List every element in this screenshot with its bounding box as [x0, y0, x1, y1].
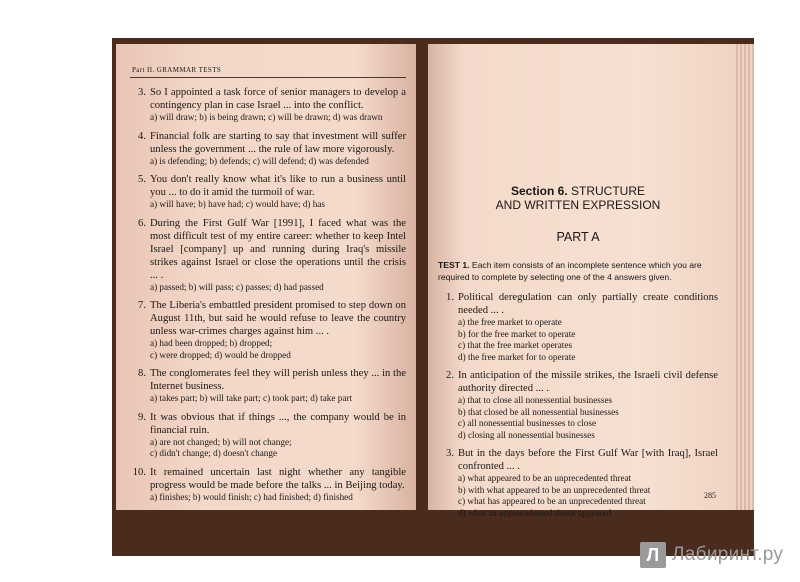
answer-option: a) takes part; b) will take part; c) took part; d) take part — [150, 393, 353, 403]
answer-option: c) didn't change; d) doesn't change — [150, 448, 278, 458]
question-number: 8. — [138, 368, 146, 379]
question-stem: Financial folk are starting to say that investment will suffer unless the government ... the rule of law more vigorously. — [150, 130, 406, 155]
question-item — [438, 369, 718, 441]
question-item — [130, 466, 406, 504]
answer-option: a) passed; b) will pass; c) passes; d) had passed — [150, 281, 324, 292]
question-number: 10. — [132, 466, 146, 478]
question-stem: You don't really know what it's like to run a business until you ... to do it amid the turmoil of war. — [150, 174, 406, 198]
test-label: TEST 1. — [438, 260, 470, 270]
question-stem: So I appointed a task force of senior managers to develop a contingency plan in case Israel ... into the conflict. — [150, 87, 406, 111]
answer-options — [130, 199, 406, 211]
answer-options — [438, 473, 718, 519]
section-title — [438, 184, 718, 212]
answer-options — [130, 338, 406, 361]
question-number: 5. — [138, 174, 146, 185]
answer-option: b) with what appeared to be an unprecedented threat — [458, 484, 651, 495]
question-stem: The conglomerates feel they will perish unless they ... in the Internet business. — [150, 368, 406, 392]
watermark-text: Лабиринт.ру — [672, 544, 784, 565]
part-title: PART A — [556, 230, 600, 244]
question-stem: The Liberia's embattled president promised to step down on August 11th, but said he would refuse to leave the country unless war-crimes charges against him ... . — [150, 300, 406, 337]
question-stem: During the First Gulf War [1991], I faced what was the most difficult test of my entire career: whether to keep Intel Israel [company] up and running during Iraq's missile strikes against Israel or close the operations until the crisis ... . — [150, 217, 406, 281]
question-number: 2. — [446, 370, 454, 381]
answer-options — [130, 393, 406, 405]
left-page — [116, 44, 416, 510]
answer-options — [438, 317, 718, 363]
answer-options — [130, 492, 406, 504]
section-title-line1: STRUCTURE — [571, 184, 646, 198]
question-stem: It remained uncertain last night whether any tangible progress would be made before the talks ... in Beijing today. — [150, 466, 406, 491]
right-page — [428, 44, 736, 518]
answer-option: a) are not changed; b) will not change; — [150, 436, 292, 447]
question-item — [130, 411, 406, 460]
question-number: 9. — [138, 411, 146, 423]
question-item — [130, 130, 406, 168]
answer-options — [130, 282, 406, 294]
answer-options — [130, 112, 406, 124]
answer-option: a) is defending; b) defends; c) will defend; d) was defended — [150, 155, 369, 166]
answer-option: a) had been dropped; b) dropped; — [150, 338, 273, 348]
question-number: 3. — [138, 87, 146, 98]
answer-option: c) were dropped; d) would be dropped — [150, 349, 291, 360]
answer-option: c) what has appeared to be an unprecedented threat — [458, 496, 646, 506]
page-edges — [736, 44, 754, 510]
question-stem: Political deregulation can only partially create conditions needed ... . — [458, 292, 718, 316]
answer-option: c) that the free market operates — [458, 340, 573, 350]
section-title-line2: AND WRITTEN EXPRESSION — [495, 198, 661, 212]
answer-option: a) what appeared to be an unprecedented threat — [458, 473, 632, 483]
question-item — [130, 217, 406, 294]
answer-options — [130, 437, 406, 460]
answer-options — [438, 395, 718, 441]
answer-option: d) closing all nonessential businesses — [458, 429, 595, 440]
answer-option: d) what an unprecedented threat appeared — [458, 507, 612, 518]
answer-option: a) the free market to operate — [458, 317, 562, 327]
answer-option: c) all nonessential businesses to close — [458, 418, 597, 428]
page-number: 285 — [704, 491, 716, 500]
question-item — [130, 173, 406, 211]
question-item — [438, 447, 718, 519]
question-item — [438, 291, 718, 363]
answer-option: a) will have; b) have had; c) would have; d) has — [150, 199, 326, 209]
answer-option: a) finishes; b) would finish; c) had finished; d) finished — [150, 491, 353, 502]
question-item — [130, 86, 406, 124]
answer-option: b) for the free market to operate — [458, 328, 576, 339]
question-number: 3. — [446, 448, 454, 459]
test-intro — [438, 260, 718, 283]
test-instructions: Each item consists of an incomplete sentence which you are required to complete by selecting one of the 4 answers given. — [438, 260, 702, 282]
running-head: Part II. GRAMMAR TESTS — [130, 44, 406, 78]
question-stem: In anticipation of the missile strikes, the Israeli civil defense authority directed ... . — [458, 370, 718, 394]
question-number: 6. — [138, 217, 146, 229]
question-number: 4. — [138, 130, 146, 142]
question-stem: But in the days before the First Gulf War [with Iraq], Israel confronted ... . — [458, 448, 718, 472]
question-number: 7. — [138, 300, 146, 311]
section-label: Section 6. — [510, 184, 568, 198]
left-question-list — [130, 86, 406, 503]
question-stem: It was obvious that if things ..., the company would be in financial ruin. — [150, 411, 406, 436]
question-item — [130, 367, 406, 405]
answer-option: d) the free market for to operate — [458, 351, 576, 362]
answer-option: b) that closed be all nonessential businesses — [458, 406, 619, 417]
question-number: 1. — [446, 292, 454, 303]
answer-option: a) that to close all nonessential businesses — [458, 395, 613, 405]
answer-option: a) will draw; b) is being drawn; c) will be drawn; d) was drawn — [150, 112, 383, 122]
watermark — [640, 542, 783, 568]
right-question-list — [438, 291, 718, 519]
watermark-logo-icon: Л — [640, 542, 666, 568]
answer-options — [130, 156, 406, 168]
question-item — [130, 299, 406, 361]
